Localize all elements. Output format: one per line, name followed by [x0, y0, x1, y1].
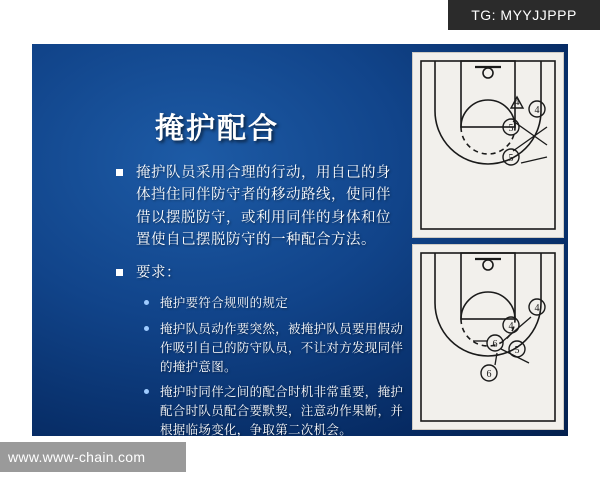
svg-text:4: 4 [534, 105, 540, 116]
presentation-slide [32, 44, 568, 436]
court-drawing-bottom [413, 245, 563, 429]
court-drawing-top [413, 53, 563, 237]
svg-text:4: 4 [514, 97, 520, 108]
sub-bullet-item-2: 掩护队员动作要突然，被掩护队员要用假动作吸引自己的防守队员，不让对方发现同伴的掩护意图。 [144, 320, 404, 376]
svg-text:4: 4 [508, 321, 514, 332]
svg-text:5: 5 [508, 153, 514, 164]
bullet-item-2: 要求： [114, 262, 404, 284]
sub-bullet-list [114, 294, 404, 436]
basketball-court-diagram-bottom [412, 244, 564, 430]
slide-title: 掩护配合 [154, 113, 279, 145]
bottom-watermark [0, 442, 186, 472]
bullet-item-1: 掩护队员采用合理的行动，用自己的身体挡住同伴防守者的移动路线，使同伴借以摆脱防守，或利用同伴的身体和位置使自己摆脱防守的一种配合方法。 [114, 162, 404, 252]
sub-bullet-item-1: 掩护要符合规则的规定 [144, 294, 404, 313]
top-white-strip [0, 0, 448, 30]
svg-text:6: 6 [486, 369, 492, 380]
top-watermark-badge [448, 0, 600, 30]
svg-text:4: 4 [534, 303, 540, 314]
basketball-court-diagram-top [412, 52, 564, 238]
svg-text:6: 6 [492, 339, 498, 350]
sub-bullet-item-3: 掩护时同伴之间的配合时机非常重要，掩护配合时队员配合要默契，注意动作果断，并根据临场变化，争取第二次机会。 [144, 383, 404, 436]
top-watermark-text: TG: MYYJJPPP [471, 7, 577, 23]
svg-text:5: 5 [508, 123, 514, 134]
svg-text:5: 5 [514, 345, 520, 356]
slide-body [114, 162, 404, 436]
bottom-watermark-text: www.www-chain.com [8, 449, 146, 465]
